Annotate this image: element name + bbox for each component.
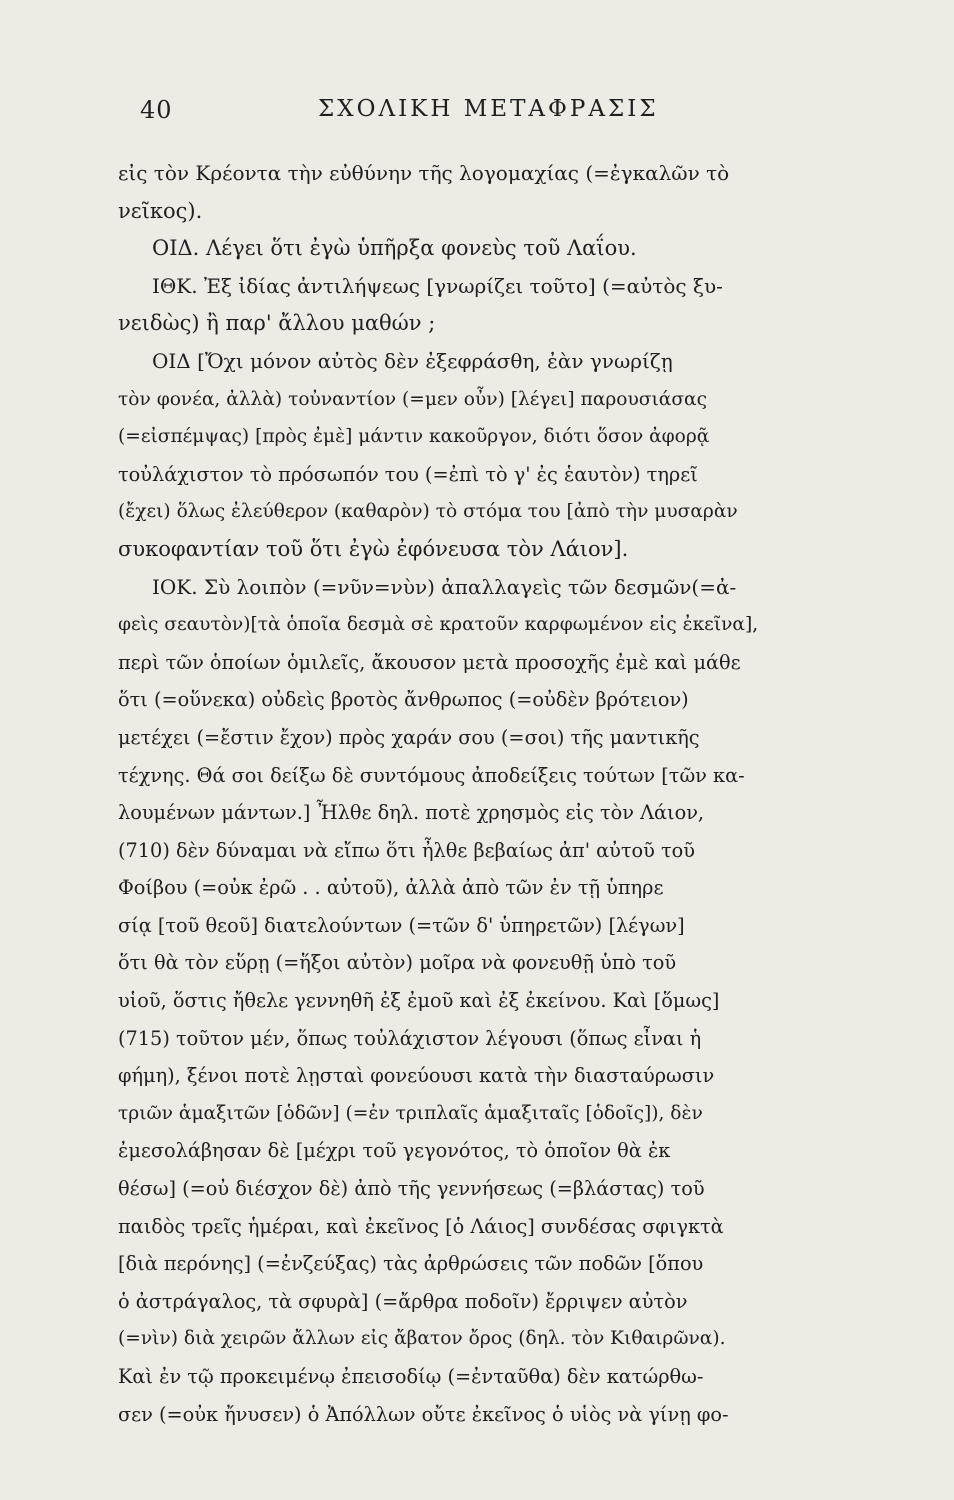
text-line: (ἔχει) ὅλως ἐλεύθερον (καθαρὸν) τὸ στόμα του [ἀπὸ τὴν μυσαρὰν [118, 501, 738, 523]
running-title: ΣΧΟΛΙΚΗ ΜΕΤΑΦΡΑΣΙΣ [318, 96, 659, 122]
text-line: παιδὸς τρεῖς ἡμέραι, καὶ ἐκεῖνος [ὁ Λάιος] συνδέσας σφιγκτὰ [118, 1214, 724, 1238]
text-line: ὅτι (=οὕνεκα) οὐδεὶς βροτὸς ἄνθρωπος (=οὐδὲν βρότειον) [118, 688, 689, 712]
page-number: 40 [140, 96, 173, 124]
text-line: [διὰ περόνης] (=ἐνζεύξας) τὰς ἀρθρώσεις τῶν ποδῶν [ὅπου [118, 1252, 704, 1276]
text-line: (=νὶν) διὰ χειρῶν ἄλλων εἰς ἄβατον ὄρος (δηλ. τὸν Κιθαιρῶνα). [118, 1328, 726, 1350]
text-line: περὶ τῶν ὁποίων ὁμιλεῖς, ἄκουσον μετὰ προσοχῆς ἐμὲ καὶ μάθε [118, 650, 741, 674]
text-line: τὸν φονέα, ἀλλὰ) τοὐναντίον (=μεν οὖν) [λέγει] παρουσιάσας [118, 388, 708, 410]
text-line: ΟΙΔ. Λέγει ὅτι ἐγὼ ὑπῆρξα φονεὺς τοῦ Λαΐου. [152, 236, 637, 261]
text-line: νεῖκος). [118, 198, 203, 223]
text-line: ΟΙΔ [Ὄχι μόνον αὐτὸς δὲν ἐξεφράσθη, ἐὰν γνωρίζῃ [152, 348, 673, 373]
text-line: νειδὼς) ἢ παρ' ἄλλου μαθών ; [118, 311, 436, 336]
text-line: (715) τοῦτον μέν, ὅπως τοὐλάχιστον λέγουσι (ὅπως εἶναι ἡ [118, 1026, 702, 1050]
text-line: ὅτι θὰ τὸν εὕρῃ (=ἥξοι αὐτὸν) μοῖρα νὰ φονευθῇ ὑπὸ τοῦ [118, 951, 677, 975]
text-line: (710) δὲν δύναμαι νὰ εἴπω ὅτι ἦλθε βεβαίως ἀπ' αὐτοῦ τοῦ [118, 838, 695, 862]
text-line: Φοίβου (=οὐκ ἐρῶ . . αὐτοῦ), ἀλλὰ ἀπὸ τῶν ἐν τῇ ὑπηρε [118, 876, 664, 900]
text-line: Καὶ ἐν τῷ προκειμένῳ ἐπεισοδίῳ (=ἐνταῦθα) δὲν κατώρθω- [118, 1365, 704, 1388]
text-line: ΙΟΚ. Σὺ λοιπὸν (=νῦν=νὺν) ἀπαλλαγεὶς τῶν δεσμῶν(=ἀ- [152, 574, 737, 599]
text-line: μετέχει (=ἔστιν ἔχον) πρὸς χαράν σου (=σοι) τῆς μαντικῆς [118, 725, 700, 749]
text-line: σεν (=οὐκ ἤνυσεν) ὁ Ἀπόλλων οὔτε ἐκεῖνος ὁ υἱὸς νὰ γίνῃ φο- [118, 1402, 729, 1426]
text-line: ΙΘΚ. Ἐξ ἰδίας ἀντιλήψεως [γνωρίζει τοῦτο] (=αὐτὸς ξυ- [152, 273, 723, 298]
text-line: συκοφαντίαν τοῦ ὅτι ἐγὼ ἐφόνευσα τὸν Λάιον]. [118, 536, 629, 561]
text-line: τοὐλάχιστον τὸ πρόσωπόν του (=ἐπὶ τὸ γ' ἐς ἑαυτὸν) τηρεῖ [118, 462, 698, 486]
text-line: τέχνης. Θά σοι δείξω δὲ συντόμους ἀποδείξεις τούτων [τῶν κα- [118, 763, 745, 787]
text-body [118, 155, 878, 1433]
text-line: φεὶς σεαυτὸν)[τὰ ὁποῖα δεσμὰ σὲ κρατοῦν καρφωμένον εἰς ἐκεῖνα], [118, 614, 759, 636]
text-line: θέσω] (=οὐ διέσχον δὲ) ἀπὸ τῆς γεννήσεως (=βλάστας) τοῦ [118, 1177, 705, 1201]
text-line: ὁ ἀστράγαλος, τὰ σφυρὰ] (=ἄρθρα ποδοῖν) ἔρριψεν αὐτὸν [118, 1289, 688, 1313]
text-line: (=εἰσπέμψας) [πρὸς ἐμὲ] μάντιν κακοῦργον, διότι ὅσον ἀφορᾷ [118, 426, 710, 448]
text-line: υἱοῦ, ὅστις ἤθελε γεννηθῆ ἐξ ἐμοῦ καὶ ἐξ ἐκείνου. Καὶ [ὅμως] [118, 989, 720, 1013]
text-line: ἐμεσολάβησαν δὲ [μέχρι τοῦ γεγονότος, τὸ ὁποῖον θὰ ἐκ [118, 1139, 671, 1163]
text-line: σίᾳ [τοῦ θεοῦ] διατελούντων (=τῶν δ' ὑπηρετῶν) [λέγων] [118, 913, 685, 937]
text-line: τριῶν ἁμαξιτῶν [ὁδῶν] (=ἐν τριπλαῖς ἁμαξιταῖς [ὁδοῖς]), δὲν [118, 1102, 703, 1124]
text-line: εἰς τὸν Κρέοντα τὴν εὐθύνην τῆς λογομαχίας (=ἐγκαλῶν τὸ [118, 161, 730, 185]
text-line: φήμη), ξένοι ποτὲ λῃσταὶ φονεύουσι κατὰ τὴν διασταύρωσιν [118, 1064, 715, 1088]
text-line: λουμένων μάντων.] Ἦλθε δηλ. ποτὲ χρησμὸς εἰς τὸν Λάιον, [118, 801, 705, 825]
